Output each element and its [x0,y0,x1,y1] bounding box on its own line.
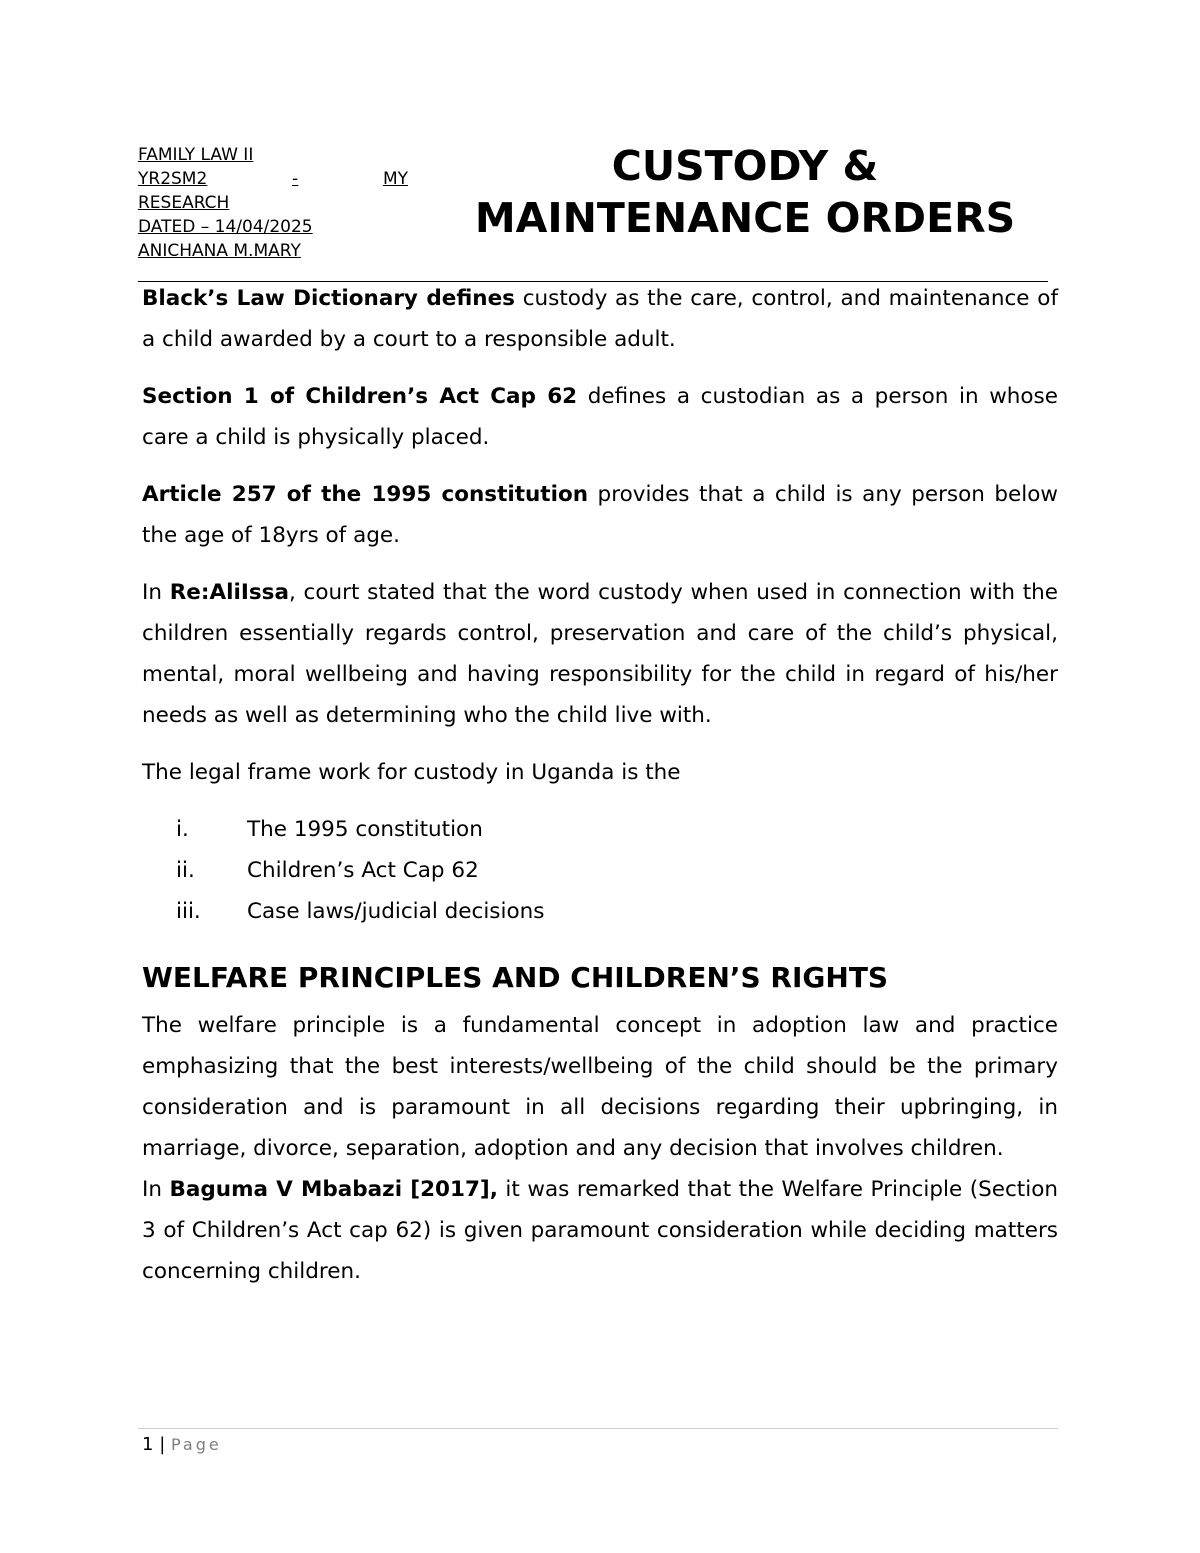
footer-separator: | [159,1434,166,1455]
page-footer [142,1432,222,1458]
paragraph-text: , court stated that the word custody when used in connection with the children essentially regards control, preservation and care of the child’s physical, mental, moral wellbeing and having responsibility for the child in regard of his/her needs as well as determining who the child live with. [142,580,1058,728]
case-name: Baguma V Mbabazi [2017], [169,1177,498,1202]
page-label: Page [171,1435,222,1454]
bold-term: Black’s Law Dictionary defines [142,286,515,311]
paragraph-text: it was remarked that the Welfare Principle (Section 3 of Children’s Act cap 62) is given paramount consideration while deciding matters concerning children. [142,1177,1058,1284]
paragraph-legal-framework: The legal frame work for custody in Uganda is the [142,760,681,785]
title-line-1: CUSTODY & [611,142,879,190]
section-heading: WELFARE PRINCIPLES AND CHILDREN’S RIGHTS [142,961,889,994]
dash: - [292,169,299,189]
list-item-number: i. [176,817,189,842]
paragraph-baguma-case [142,1169,1058,1292]
case-name: Re:AliIssa [169,580,289,605]
document-body [142,278,1058,1308]
framework-list [142,809,1058,932]
bold-term: Article 257 of the 1995 constitution [142,482,589,507]
document-meta-block [138,143,408,263]
list-item-number: iii. [176,899,201,924]
research-label: RESEARCH [138,193,230,213]
paragraph-text: defines a custodian as a person in whose care a child is physically placed. [142,384,1058,450]
list-item-text: Children’s Act Cap 62 [247,858,479,883]
paragraph-section-1 [142,376,1058,458]
paragraph-prefix: In [142,1177,170,1202]
paragraph-blacks-law [142,278,1058,360]
author-name: ANICHANA M.MARY [138,241,301,261]
document-title [430,140,1060,244]
paragraph-article-257 [142,474,1058,556]
paragraph-welfare-principle: The welfare principle is a fundamental concept in adoption law and practice emphasizing that the best interests/wellbeing of the child should be the primary consideration and is paramount in all decisions regarding their upbringing, in marriage, divorce, separation, adoption and any decision that involves children. [142,1013,1058,1161]
paragraph-text: provides that a child is any person below the age of 18yrs of age. [142,482,1058,548]
paragraph-text: custody as the care, control, and maintenance of a child awarded by a court to a responsible adult. [142,286,1059,352]
list-item-text: Case laws/judicial decisions [247,899,545,924]
year-semester-line [138,167,408,191]
footer-rule [138,1428,1058,1429]
list-item [142,891,1058,932]
list-item-text: The 1995 constitution [247,817,483,842]
title-line-2: MAINTENANCE ORDERS [474,194,1016,242]
document-date: DATED – 14/04/2025 [138,217,313,237]
my-label: MY [382,169,408,189]
year-semester: YR2SM2 [138,169,208,189]
paragraph-prefix: In [142,580,170,605]
page-number: 1 [142,1434,154,1455]
list-item [142,809,1058,850]
course-name: FAMILY LAW II [138,145,254,165]
list-item [142,850,1058,891]
bold-term: Section 1 of Children’s Act Cap 62 [142,384,578,409]
list-item-number: ii. [176,858,195,883]
paragraph-re-ali-issa [142,572,1058,736]
